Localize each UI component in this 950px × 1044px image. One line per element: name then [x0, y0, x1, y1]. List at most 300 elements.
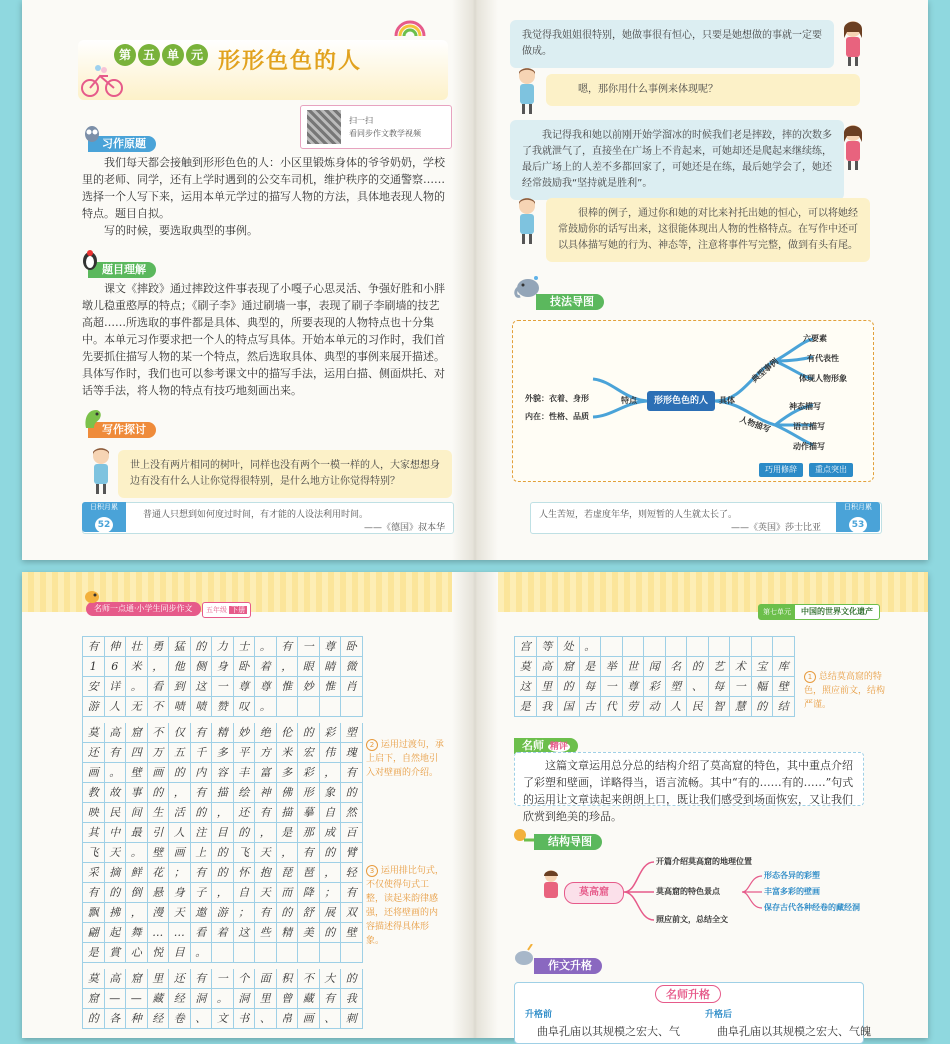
grid-cell: 百 [341, 823, 363, 843]
header-band-right [758, 604, 880, 620]
grid-cell: 的 [191, 637, 213, 657]
grid-cell: 的 [234, 823, 256, 843]
grid-cell [752, 637, 774, 657]
grid-cell: 每 [580, 677, 602, 697]
grid-cell: 的 [752, 697, 774, 717]
grid-cell: 有 [105, 743, 127, 763]
volume-badge: 下册 [231, 606, 246, 614]
grid-cell: 肖 [341, 677, 363, 697]
mm-left1b: 内在：性格、品质 [525, 412, 589, 421]
grid-row [83, 923, 363, 943]
grid-cell: 目 [169, 943, 191, 963]
quote-bar-right [530, 502, 882, 534]
upgrade-after-label: 升格后 [705, 1010, 733, 1020]
grid-cell: 智 [709, 697, 731, 717]
grid-cell: 然 [341, 803, 363, 823]
grid-cell: 劳 [623, 697, 645, 717]
grid-cell: 画 [169, 843, 191, 863]
grid-row [83, 637, 363, 657]
grid-cell: 双 [341, 903, 363, 923]
grid-cell: 着 [255, 657, 277, 677]
annotation-3-marker: 3 [366, 865, 378, 877]
grid-cell: 书 [234, 1009, 256, 1029]
grid-cell: ， [320, 863, 342, 883]
annotation-3 [366, 864, 446, 948]
grid-cell: 展 [320, 903, 342, 923]
mm-left1a: 外貌：衣着、身形 [525, 394, 589, 403]
grid-cell: 着 [212, 923, 234, 943]
grid-cell: 舒 [298, 903, 320, 923]
grid-cell: 采 [83, 863, 105, 883]
grid-cell: 有 [341, 883, 363, 903]
grid-cell: ； [320, 883, 342, 903]
grid-cell: 莫 [515, 657, 537, 677]
grid-cell: 卧 [234, 657, 256, 677]
grid-row [83, 783, 363, 803]
grid-cell: 的 [298, 723, 320, 743]
discussion-bubble: 世上没有两片相同的树叶，同样也没有两个一模一样的人，大家想想身边有没有什么人让你觉得很特别，是什么地方让你觉得特别？ [118, 450, 452, 498]
grid-cell: 描 [212, 783, 234, 803]
grid-cell: 一 [730, 677, 752, 697]
technique-mindmap [512, 320, 874, 482]
grid-cell: 。 [105, 763, 127, 783]
bottom-spread [22, 572, 928, 1038]
grid-cell: 的 [341, 783, 363, 803]
grid-cell: 壁 [126, 763, 148, 783]
grid-cell: 莫 [83, 723, 105, 743]
grid-cell: 有 [191, 723, 213, 743]
grid-cell: 的 [83, 1009, 105, 1029]
mm-r-a1: 六要素 [803, 334, 827, 343]
grid-cell: 安 [83, 677, 105, 697]
unicorn-icon [512, 944, 536, 966]
grid-row [83, 883, 363, 903]
grid-cell: 窟 [558, 657, 580, 677]
grid-cell: 摘 [105, 863, 127, 883]
grid-cell: 彩 [298, 763, 320, 783]
grid-cell: 抱 [255, 863, 277, 883]
grid-cell: 米 [277, 743, 299, 763]
grid-cell: 的 [320, 923, 342, 943]
grid-cell: 事 [126, 783, 148, 803]
qr-line1: 扫一扫 [349, 116, 373, 125]
mm-r-b: 人物描写 [738, 414, 772, 435]
grid-cell: 倒 [126, 883, 148, 903]
dialog-bubble-2: 嗯，那你用什么事例来体现呢？ [546, 74, 860, 106]
grid-row [83, 677, 363, 697]
grid-cell: 万 [148, 743, 170, 763]
grid-cell: 种 [126, 1009, 148, 1029]
grid-cell: 妙 [234, 723, 256, 743]
grid-cell: 里 [255, 989, 277, 1009]
grid-cell: 引 [148, 823, 170, 843]
grid-cell: 尊 [255, 677, 277, 697]
grid-cell [773, 637, 795, 657]
grid-cell: 壁 [341, 923, 363, 943]
grid-cell: 舞 [126, 923, 148, 943]
grid-cell [298, 943, 320, 963]
page-essay-left [22, 572, 452, 1038]
grid-cell: 描 [277, 803, 299, 823]
grid-cell: 勇 [148, 637, 170, 657]
grid-cell: 名 [666, 657, 688, 677]
grid-cell: 是 [580, 657, 602, 677]
grid-cell: 生 [148, 803, 170, 823]
structure-node-2: 莫高窟的特色景点 [656, 887, 720, 896]
section-tag-original: 习作原题 [88, 136, 156, 152]
grid-cell: 有 [83, 637, 105, 657]
girl-avatar-1 [840, 18, 866, 68]
structure-center: 莫高窟 [564, 882, 624, 904]
grid-cell: 窟 [126, 969, 148, 989]
grid-cell: 眼 [298, 657, 320, 677]
grid-cell: 天 [255, 883, 277, 903]
grid-cell: 我 [341, 989, 363, 1009]
quote-tag-left [82, 502, 126, 532]
grid-cell: 一 [212, 677, 234, 697]
grid-cell: 高 [105, 723, 127, 743]
grid-cell: 惟 [277, 677, 299, 697]
review-text: 这篇文章运用总分总的结构介绍了莫高窟的特色，其中重点介绍了彩塑和壁画，详略得当，语言流畅。其中“有的……有的……”句式的运用让文章读起来朗朗上口，既让我们感受到场面恢宏，又让我们欣赏到绝美的珍品。 [523, 759, 854, 823]
grid-cell: 士 [234, 637, 256, 657]
teacher-avatar-3 [514, 196, 540, 246]
grid-cell: 、 [687, 677, 709, 697]
grid-cell: 人 [105, 697, 127, 717]
grid-cell: 心 [126, 943, 148, 963]
grid-cell: 琵 [277, 863, 299, 883]
grid-row [83, 943, 363, 963]
grid-cell: 他 [169, 657, 191, 677]
grid-cell: 丰 [234, 763, 256, 783]
grid-cell: 有 [298, 843, 320, 863]
upgrade-before-text: 曲阜孔庙以其规模之宏大、气 [537, 1025, 680, 1038]
grid-cell: 鲜 [126, 863, 148, 883]
grid-cell: 游 [83, 697, 105, 717]
grid-cell: ， [212, 883, 234, 903]
grid-cell: 米 [126, 657, 148, 677]
mm-r-b2: 语言描写 [793, 422, 825, 431]
grid-cell: 是 [277, 823, 299, 843]
teacher-avatar-2 [514, 66, 540, 116]
grid-cell: 大 [320, 969, 342, 989]
grid-cell: 有 [341, 763, 363, 783]
grid-cell: 。 [126, 843, 148, 863]
grid-cell: 睛 [320, 657, 342, 677]
grid-row [83, 843, 363, 863]
structure-node-3: 照应前文，总结全文 [656, 915, 728, 924]
grid-cell: ， [148, 657, 170, 677]
bicycle-icon [80, 64, 126, 98]
qr-code[interactable] [307, 110, 341, 144]
grid-cell: 尊 [234, 677, 256, 697]
grid-cell: 神 [255, 783, 277, 803]
grid-cell: 人 [666, 697, 688, 717]
structure-node-1: 开篇介绍莫高窟的地理位置 [656, 857, 752, 866]
grid-cell [666, 637, 688, 657]
annotation-2 [366, 738, 446, 780]
grid-cell: ， [277, 843, 299, 863]
grid-cell: 天 [255, 843, 277, 863]
grid-cell: 轻 [341, 863, 363, 883]
grid-cell: 侧 [191, 657, 213, 677]
mm-r-a: 典型事例 [749, 356, 781, 385]
grid-cell: 无 [126, 697, 148, 717]
grid-cell: 啧 [169, 697, 191, 717]
grid-cell: ， [255, 823, 277, 843]
grid-cell: 个 [234, 969, 256, 989]
grid-cell: 些 [255, 923, 277, 943]
grid-cell: 悬 [148, 883, 170, 903]
grid-cell: 拂 [105, 903, 127, 923]
grid-cell: … [148, 923, 170, 943]
section-tag-understanding: 题目理解 [88, 262, 156, 278]
grid-cell: 游 [212, 903, 234, 923]
grid-row [515, 657, 795, 677]
grid-cell: 飞 [234, 843, 256, 863]
grid-cell: 洞 [191, 989, 213, 1009]
grid-cell: 力 [212, 637, 234, 657]
grid-cell: 自 [320, 803, 342, 823]
grid-cell: 、 [191, 1009, 213, 1029]
grid-cell: 的 [191, 803, 213, 823]
grid-cell: 人 [169, 823, 191, 843]
grid-cell: 闻 [644, 657, 666, 677]
grid-cell: 不 [148, 697, 170, 717]
grid-cell: ； [234, 903, 256, 923]
unit-char-1: 第 [114, 44, 136, 66]
grid-cell: 翩 [83, 923, 105, 943]
structure-node-2a: 形态各异的彩塑 [764, 871, 820, 880]
grid-row [83, 969, 363, 989]
grid-cell: 帛 [277, 1009, 299, 1029]
header-badge-left [202, 602, 251, 618]
grid-cell: 容 [212, 763, 234, 783]
unit-badge-right: 第七单元 [759, 605, 795, 619]
grid-cell: 动 [644, 697, 666, 717]
grid-cell: 一 [298, 637, 320, 657]
grid-row [83, 697, 363, 717]
grid-row [83, 723, 363, 743]
grid-cell: ， [320, 763, 342, 783]
unit-char-4: 元 [186, 44, 208, 66]
grid-row [83, 743, 363, 763]
grid-cell: 、 [255, 1009, 277, 1029]
section-tag-upgrade: 作文升格 [534, 958, 602, 974]
grid-cell: 目 [212, 823, 234, 843]
annotation-1-marker: 1 [804, 671, 816, 683]
structure-node-2c: 保存古代各种经卷的藏经洞 [764, 903, 860, 912]
page-52 [22, 0, 452, 560]
grid-cell: 国 [558, 697, 580, 717]
grid-cell: 赞 [212, 697, 234, 717]
grid-cell: 有 [255, 903, 277, 923]
grid-cell: 有 [277, 637, 299, 657]
grid-cell [277, 697, 299, 717]
grid-cell: 还 [169, 969, 191, 989]
header-band-left [86, 602, 201, 616]
grid-cell: 里 [148, 969, 170, 989]
unit-title: 形形色色的人 [218, 49, 363, 74]
quote-bar-left [82, 502, 454, 534]
quote-tag-right [836, 502, 880, 532]
grid-cell: 自 [234, 883, 256, 903]
grid-cell: 飘 [83, 903, 105, 923]
top-spread [22, 0, 928, 560]
grid-cell: 等 [537, 637, 559, 657]
grid-cell: ， [169, 783, 191, 803]
grid-cell: 画 [83, 763, 105, 783]
upgrade-box [514, 982, 871, 1044]
essay-grid-left [82, 636, 363, 1029]
mm-r-a3: 体现人物形象 [799, 374, 847, 383]
grid-row [515, 637, 795, 657]
grid-row [83, 763, 363, 783]
grid-cell: 有 [83, 883, 105, 903]
grid-cell: 伦 [277, 723, 299, 743]
girl-avatar-2 [840, 122, 866, 172]
grid-cell: 伸 [105, 637, 127, 657]
grid-cell: 仅 [169, 723, 191, 743]
grid-cell: 教 [83, 783, 105, 803]
page-number-52: 52 [95, 517, 113, 533]
grid-cell [730, 637, 752, 657]
grid-cell [601, 637, 623, 657]
grid-cell: 这 [515, 677, 537, 697]
header-title-left: 名师一点通·小学生同步作文 [94, 604, 193, 613]
snail-icon [512, 826, 534, 842]
mindmap-center: 形形色色的人 [647, 391, 715, 411]
page-essay-right [498, 572, 928, 1038]
grid-cell: 高 [105, 969, 127, 989]
grid-cell: 高 [537, 657, 559, 677]
grid-cell: 微 [341, 657, 363, 677]
grid-cell [341, 943, 363, 963]
grid-cell: 有 [320, 989, 342, 1009]
grid-cell: 曾 [277, 989, 299, 1009]
grid-cell: 。 [580, 637, 602, 657]
grid-cell: 佛 [277, 783, 299, 803]
grid-cell: 注 [191, 823, 213, 843]
grid-cell: 详 [105, 677, 127, 697]
grid-cell: 有 [191, 969, 213, 989]
grid-row [515, 697, 795, 717]
grid-cell: 到 [169, 677, 191, 697]
grid-cell: 尊 [623, 677, 645, 697]
quote-source-left: ——《德国》叔本华 [363, 523, 445, 533]
grid-cell: 窟 [83, 989, 105, 1009]
grid-cell: 惟 [320, 677, 342, 697]
grid-cell: 卧 [341, 637, 363, 657]
owl-icon [84, 124, 100, 142]
page-number-53: 53 [849, 517, 867, 533]
grid-cell: 有 [191, 783, 213, 803]
annotation-2-marker: 2 [366, 739, 378, 751]
grid-cell: 的 [212, 843, 234, 863]
grid-cell: 洞 [234, 989, 256, 1009]
grid-row [83, 863, 363, 883]
dialog-bubble-4: 很棒的例子，通过你和她的对比来衬托出她的恒心，可以将她经常鼓励你的话写出来，这很能体现出人物的性格特点。在写作中还可以具体描写她的行为、神态等，注意将事件写完整，做到有头有尾。 [546, 198, 870, 262]
mm-button-rhetoric: 巧用修辞 [759, 463, 803, 477]
review-box [514, 752, 864, 823]
grid-cell: 怀 [234, 863, 256, 883]
grid-cell: 绝 [255, 723, 277, 743]
grid-cell: — [105, 989, 127, 1009]
grid-cell: 。 [255, 637, 277, 657]
grid-cell: 美 [298, 923, 320, 943]
qr-line2: 看同步作文教学视频 [349, 129, 421, 138]
quote-tag-label-right: 日积月累 [844, 503, 872, 511]
grid-cell: 还 [234, 803, 256, 823]
teacher-avatar [88, 446, 114, 496]
grid-cell: 壁 [148, 843, 170, 863]
grid-cell: 还 [83, 743, 105, 763]
grid-cell: 的 [169, 763, 191, 783]
grid-cell: 瑰 [341, 743, 363, 763]
grid-row [83, 657, 363, 677]
grid-cell: 猛 [169, 637, 191, 657]
grid-cell: 艺 [709, 657, 731, 677]
bottom-spine [452, 572, 498, 1038]
annotation-3-text: 运用排比句式，不仅使得句式工整，读起来韵律感强，还将壁画的内容描述得具体形象。 [366, 866, 444, 946]
grid-cell: 民 [105, 803, 127, 823]
grid-cell: 宝 [752, 657, 774, 677]
grid-cell: … [169, 923, 191, 943]
grid-cell: 形 [298, 783, 320, 803]
top-spine [452, 0, 498, 560]
grid-cell: 处 [558, 637, 580, 657]
grid-cell: 壁 [773, 677, 795, 697]
grid-cell: 起 [105, 923, 127, 943]
grid-cell: 文 [212, 1009, 234, 1029]
grid-cell: 积 [277, 969, 299, 989]
grid-cell: 上 [191, 843, 213, 863]
annotation-1-text: 总结莫高窟的特色，照应前文，结构严谨。 [804, 672, 886, 710]
grid-cell: 卷 [169, 1009, 191, 1029]
grid-cell: 。 [255, 697, 277, 717]
structure-map [538, 854, 878, 924]
grid-cell: 方 [255, 743, 277, 763]
grid-cell: 每 [709, 677, 731, 697]
grid-cell: 看 [191, 923, 213, 943]
penguin-icon [82, 250, 98, 270]
grid-cell: 活 [169, 803, 191, 823]
grid-cell [644, 637, 666, 657]
grid-cell: 一 [212, 969, 234, 989]
dinosaur-icon [82, 406, 104, 430]
grid-cell: 象 [320, 783, 342, 803]
grid-cell: 经 [148, 1009, 170, 1029]
grid-cell [709, 637, 731, 657]
grid-cell: 子 [191, 883, 213, 903]
grid-cell: 幅 [752, 677, 774, 697]
grid-cell: 是 [83, 943, 105, 963]
grid-cell: 啧 [191, 697, 213, 717]
grid-cell: 。 [212, 989, 234, 1009]
grid-cell: 慧 [730, 697, 752, 717]
mm-button-focus: 重点突出 [809, 463, 853, 477]
review-tag-b: 精评 [549, 742, 568, 752]
grid-cell: 平 [234, 743, 256, 763]
grid-cell: 摹 [298, 803, 320, 823]
grid-cell: 塑 [341, 723, 363, 743]
grid-cell: 那 [298, 823, 320, 843]
section1-para2: 写的时候，要选取典型的事例。 [104, 224, 258, 237]
dialog-bubble-3: 我记得我和她以前刚开始学溜冰的时候我们老是摔跤，摔的次数多了我就泄气了，直接坐在广场上不肯起来，可她却还是爬起来继续练，最后广场上的人差不多都回家了，可她还是在练，最后她学会了，她还经常鼓励我“坚持就是胜利”。 [510, 120, 844, 200]
grid-cell: 壮 [126, 637, 148, 657]
grid-row [515, 677, 795, 697]
grid-cell: 6 [105, 657, 127, 677]
grid-cell: 、 [320, 1009, 342, 1029]
